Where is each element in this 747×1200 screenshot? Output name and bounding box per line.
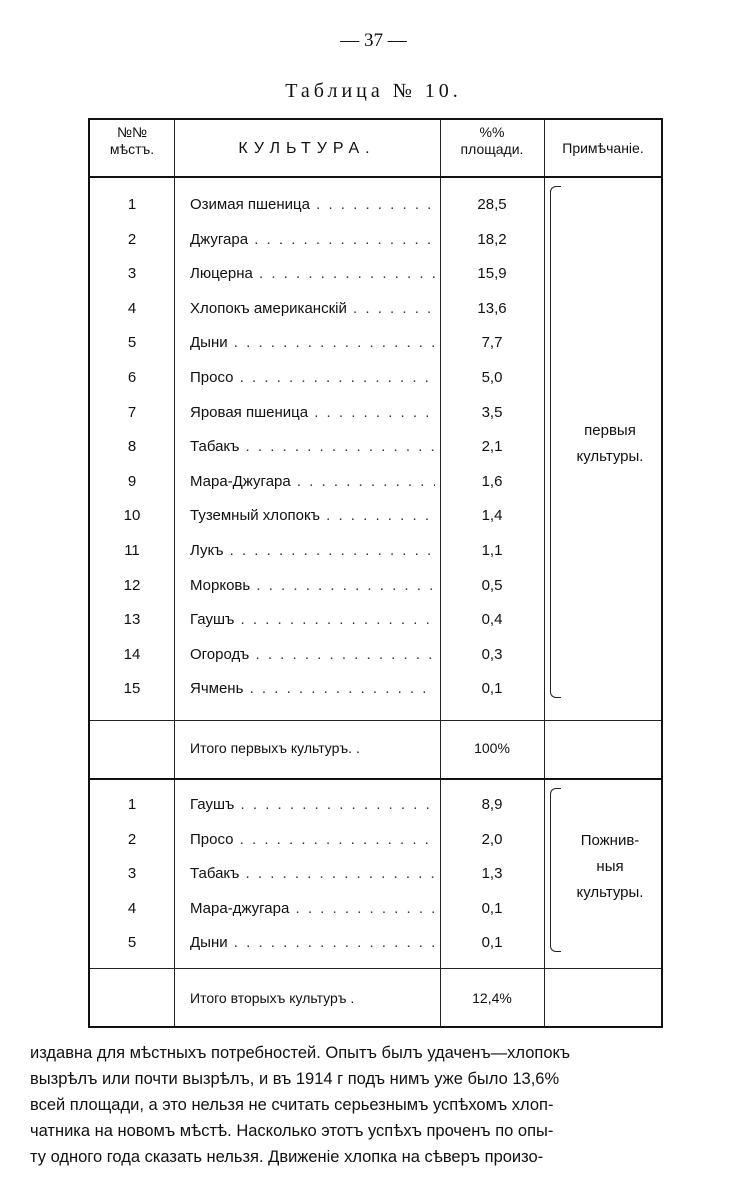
second-note-line2: ныя	[596, 858, 624, 875]
table-row	[90, 223, 661, 257]
row-culture: Ячмень . . .	[190, 680, 435, 697]
divider-total-1	[90, 720, 661, 721]
row-culture: Туземный хлопокъ . . .	[190, 507, 435, 524]
second-group-note	[560, 828, 660, 906]
header-culture: КУЛЬТУРА.	[238, 140, 376, 157]
table-row	[90, 499, 661, 533]
row-percent: 18,2	[477, 230, 507, 248]
row-number: 5	[127, 334, 137, 352]
page-number: — 37 —	[340, 30, 407, 51]
header-num	[90, 124, 174, 158]
row-number: 1	[127, 796, 137, 813]
row-number: 8	[127, 438, 137, 456]
body-paragraph	[30, 1040, 720, 1170]
table-row	[90, 292, 661, 326]
second-total-label: Итого вторыхъ культуръ .	[190, 990, 355, 1006]
table-row	[90, 603, 661, 637]
table-row	[90, 326, 661, 360]
row-percent: 7,7	[481, 334, 503, 352]
row-number: 5	[127, 934, 137, 952]
row-number: 2	[127, 230, 137, 248]
row-culture: Гаушъ . . .	[190, 611, 435, 628]
crop-table	[88, 118, 663, 1028]
second-note-line1: Пожнив-	[580, 832, 640, 849]
row-percent: 0,1	[481, 899, 503, 917]
body-line: издавна для мѣстныхъ потребностей. Опытъ былъ удаченъ—хлопокъ	[30, 1044, 571, 1062]
row-percent: 2,0	[481, 830, 503, 848]
row-percent: 13,6	[477, 299, 507, 317]
divider-total-2	[90, 968, 661, 969]
row-culture: Люцерна . . .	[190, 265, 435, 282]
header-divider	[90, 176, 661, 178]
table-row	[90, 534, 661, 568]
table-row	[90, 188, 661, 222]
row-number: 7	[127, 403, 137, 421]
row-culture: Мара-джугара . . .	[190, 900, 435, 917]
row-number: 3	[127, 265, 137, 283]
row-percent: 8,9	[481, 796, 503, 813]
row-number: 3	[127, 865, 137, 883]
row-culture: Морковь . . .	[190, 577, 435, 594]
row-percent: 5,0	[481, 369, 503, 386]
row-number: 12	[123, 576, 141, 594]
body-line: чатника на новомъ мѣстѣ. Насколько этотъ успѣхъ проченъ по опы-	[30, 1122, 554, 1140]
row-number: 13	[123, 611, 141, 629]
first-note-line1: первыя	[584, 422, 636, 439]
row-number: 10	[123, 507, 141, 525]
header-note: Примѣчаніе.	[562, 140, 644, 156]
row-culture: Яровая пшеница . . .	[190, 404, 435, 421]
row-number: 14	[123, 645, 141, 663]
table-row	[90, 788, 661, 822]
table-row	[90, 569, 661, 603]
row-culture: Озимая пшеница . . .	[190, 196, 435, 213]
body-line: вызрѣлъ или почти вызрѣлъ, и въ 1914 г подъ нимъ уже было 13,6%	[30, 1070, 560, 1088]
header-percent-line2: площади.	[460, 141, 524, 157]
row-number: 6	[127, 369, 137, 386]
table-row	[90, 257, 661, 291]
row-percent: 0,4	[481, 611, 503, 629]
row-percent: 0,1	[481, 680, 503, 698]
row-percent: 3,5	[481, 403, 503, 421]
row-culture: Лукъ . . .	[190, 542, 435, 559]
first-note-line2: культуры.	[576, 448, 644, 465]
first-total-value: 100%	[474, 740, 510, 756]
row-percent: 1,1	[481, 542, 503, 559]
row-culture: Просо . . .	[190, 831, 435, 848]
first-total-label: Итого первыхъ культуръ. .	[190, 740, 360, 756]
header-num-line2: мѣстъ.	[109, 141, 155, 157]
table-row	[90, 926, 661, 960]
row-number: 4	[127, 899, 137, 917]
row-culture: Просо . . .	[190, 369, 435, 386]
row-percent: 0,1	[481, 934, 503, 952]
row-percent: 2,1	[481, 438, 503, 456]
row-number: 11	[124, 542, 140, 559]
row-percent: 15,9	[477, 265, 507, 283]
row-number: 9	[127, 472, 137, 490]
header-num-line1: №№	[116, 124, 148, 140]
row-culture: Огородъ . . .	[190, 646, 435, 663]
second-note-line3: культуры.	[576, 884, 644, 901]
header-percent	[440, 124, 544, 158]
table-title: Таблица № 10.	[285, 80, 462, 102]
table-row	[90, 638, 661, 672]
row-culture: Джугара . . .	[190, 231, 435, 248]
row-percent: 1,6	[481, 472, 503, 490]
row-culture: Табакъ . . .	[190, 438, 435, 455]
row-percent: 1,3	[481, 865, 503, 883]
row-culture: Дыни . . .	[190, 334, 435, 351]
row-culture: Мара-Джугара . . .	[190, 473, 435, 490]
row-culture: Гаушъ . . .	[190, 796, 435, 813]
row-percent: 1,4	[481, 507, 503, 525]
row-percent: 0,5	[481, 576, 503, 594]
second-total-value: 12,4%	[472, 990, 512, 1006]
row-culture: Табакъ . . .	[190, 865, 435, 882]
row-number: 2	[127, 830, 137, 848]
first-group-note	[560, 418, 660, 470]
table-row	[90, 672, 661, 706]
row-number: 1	[127, 196, 137, 213]
row-number: 15	[123, 680, 141, 698]
header-percent-line1: %%	[479, 124, 505, 140]
row-culture: Дыни . . .	[190, 934, 435, 951]
divider-second-group	[90, 778, 661, 780]
body-line: ту одного года сказать нельзя. Движеніе хлопка на сѣверъ произо-	[30, 1148, 544, 1166]
table-row	[90, 361, 661, 395]
row-number: 4	[127, 299, 137, 317]
body-line: всей площади, а это нельзя не считать серьезнымъ успѣхомъ хлоп-	[30, 1096, 554, 1114]
row-culture: Хлопокъ американскій . . .	[190, 300, 435, 317]
row-percent: 0,3	[481, 645, 503, 663]
row-percent: 28,5	[477, 196, 507, 213]
